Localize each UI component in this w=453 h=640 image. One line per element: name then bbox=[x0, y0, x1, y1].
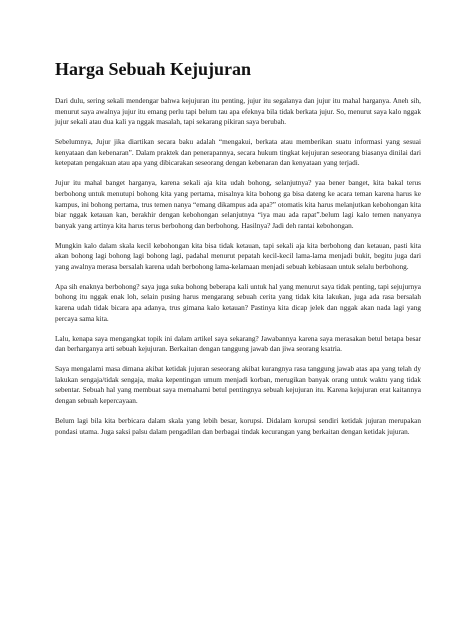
paragraph: Jujur itu mahal banget harganya, karena sekali aja kita udah bohong, selanjutnya? yaa bener banget, kita bakal terus berbohong untuk menutupi bohong kita yang pertama, misalnya kita bohong ga bisa dateng ke acara teman karena harus ke kampus, ini bohong pertama, trus temen nanya “emang dikampus ada apa?” otomatis kita harus melanjutkan kebohongan kita biar nggak ketauan kan, berakhir dengan kebohongan selanjutnya “iya mau ada rapat”.belum lagi kalo temen nanyanya banyak yang artinya kita harus terus berbohong dan berbohong. Hasilnya? Jadi deh rantai kebohongan. bbox=[55, 179, 421, 230]
paragraph: Lalu, kenapa saya mengangkat topik ini dalam artikel saya sekarang? Jawabannya karena saya merasakan betul betapa besar dan berharganya arti sebuah kejujuran. Berkaitan dengan tanggung jawab dan jiwa seorang ksatria. bbox=[55, 334, 421, 354]
paragraph: Dari dulu, sering sekali mendengar bahwa kejujuran itu penting, jujur itu segalanya dan jujur itu mahal harganya. Aneh sih, menurut saya awalnya jujur itu emang perlu tapi belum tau apa efeknya bila tidak berkata jujur. So, menurut saya kalo nggak jujur sekali atau dua kali ya nggak masalah, tapi sekarang pikiran saya berubah. bbox=[55, 97, 421, 127]
paragraph: Belum lagi bila kita berbicara dalam skala yang lebih besar, korupsi. Didalam korupsi sendiri ketidak jujuran merupakan pondasi utama. Juga saksi palsu dalam pengadilan dan berbagai tindak kecurangan yang berkaitan dengan ketidak jujuran. bbox=[55, 416, 421, 436]
paragraph: Sebelumnya, Jujur jika diartikan secara baku adalah “mengakui, berkata atau memberikan suatu informasi yang sesuai kenyataan dan kebenaran”. Dalam praktek dan penerapannya, secara hukum tingkat kejujuran seseorang biasanya dinilai dari ketepatan pengakuan atau apa yang dibicarakan seseorang dengan kebenaran dan kenyataan yang terjadi. bbox=[55, 138, 421, 168]
paragraph: Mungkin kalo dalam skala kecil kebohongan kita bisa tidak ketauan, tapi sekali aja kita berbohong dan ketauan, pasti kita akan bohong lagi bohong lagi bohong lagi, padahal menurut pepatah kecil-kecil lama-lama menjadi bukit, begitu juga dari yang awalnya merasa bersalah karena udah berbohong lama-kelamaan menjadi sebuah kebiasaan untuk selalu berbohong. bbox=[55, 241, 421, 271]
paragraph: Saya mengalami masa dimana akibat ketidak jujuran seseorang akibat kurangnya rasa tanggung jawab atas apa yang telah dy lakukan sengaja/tidak sengaja, maka kepentingan umum menjadi korban, merugikan banyak orang untuk waktu yang tidak sebentar. Sebuah hal yang membuat saya memahami betul pentingnya sebuah kejujuran itu. Karena kejujuran erat kaitannya dengan sebuah kepercayaan. bbox=[55, 365, 421, 405]
paragraph: Apa sih enaknya berbohong? saya juga suka bohong beberapa kali untuk hal yang menurut saya tidak penting, tapi sejujurnya bohong itu nggak enak loh, selain pusing harus mengarang sebuah cerita yang tidak kita lakukan, juga ada rasa bersalah karena udah tidak bicara apa adanya, trus gimana kalo ketauan? Pastinya kita dicap jelek dan nggak akan nada lagi yang percaya sama kita. bbox=[55, 282, 421, 323]
document-body bbox=[55, 96, 421, 447]
document-title: Harga Sebuah Kejujuran bbox=[55, 59, 252, 79]
